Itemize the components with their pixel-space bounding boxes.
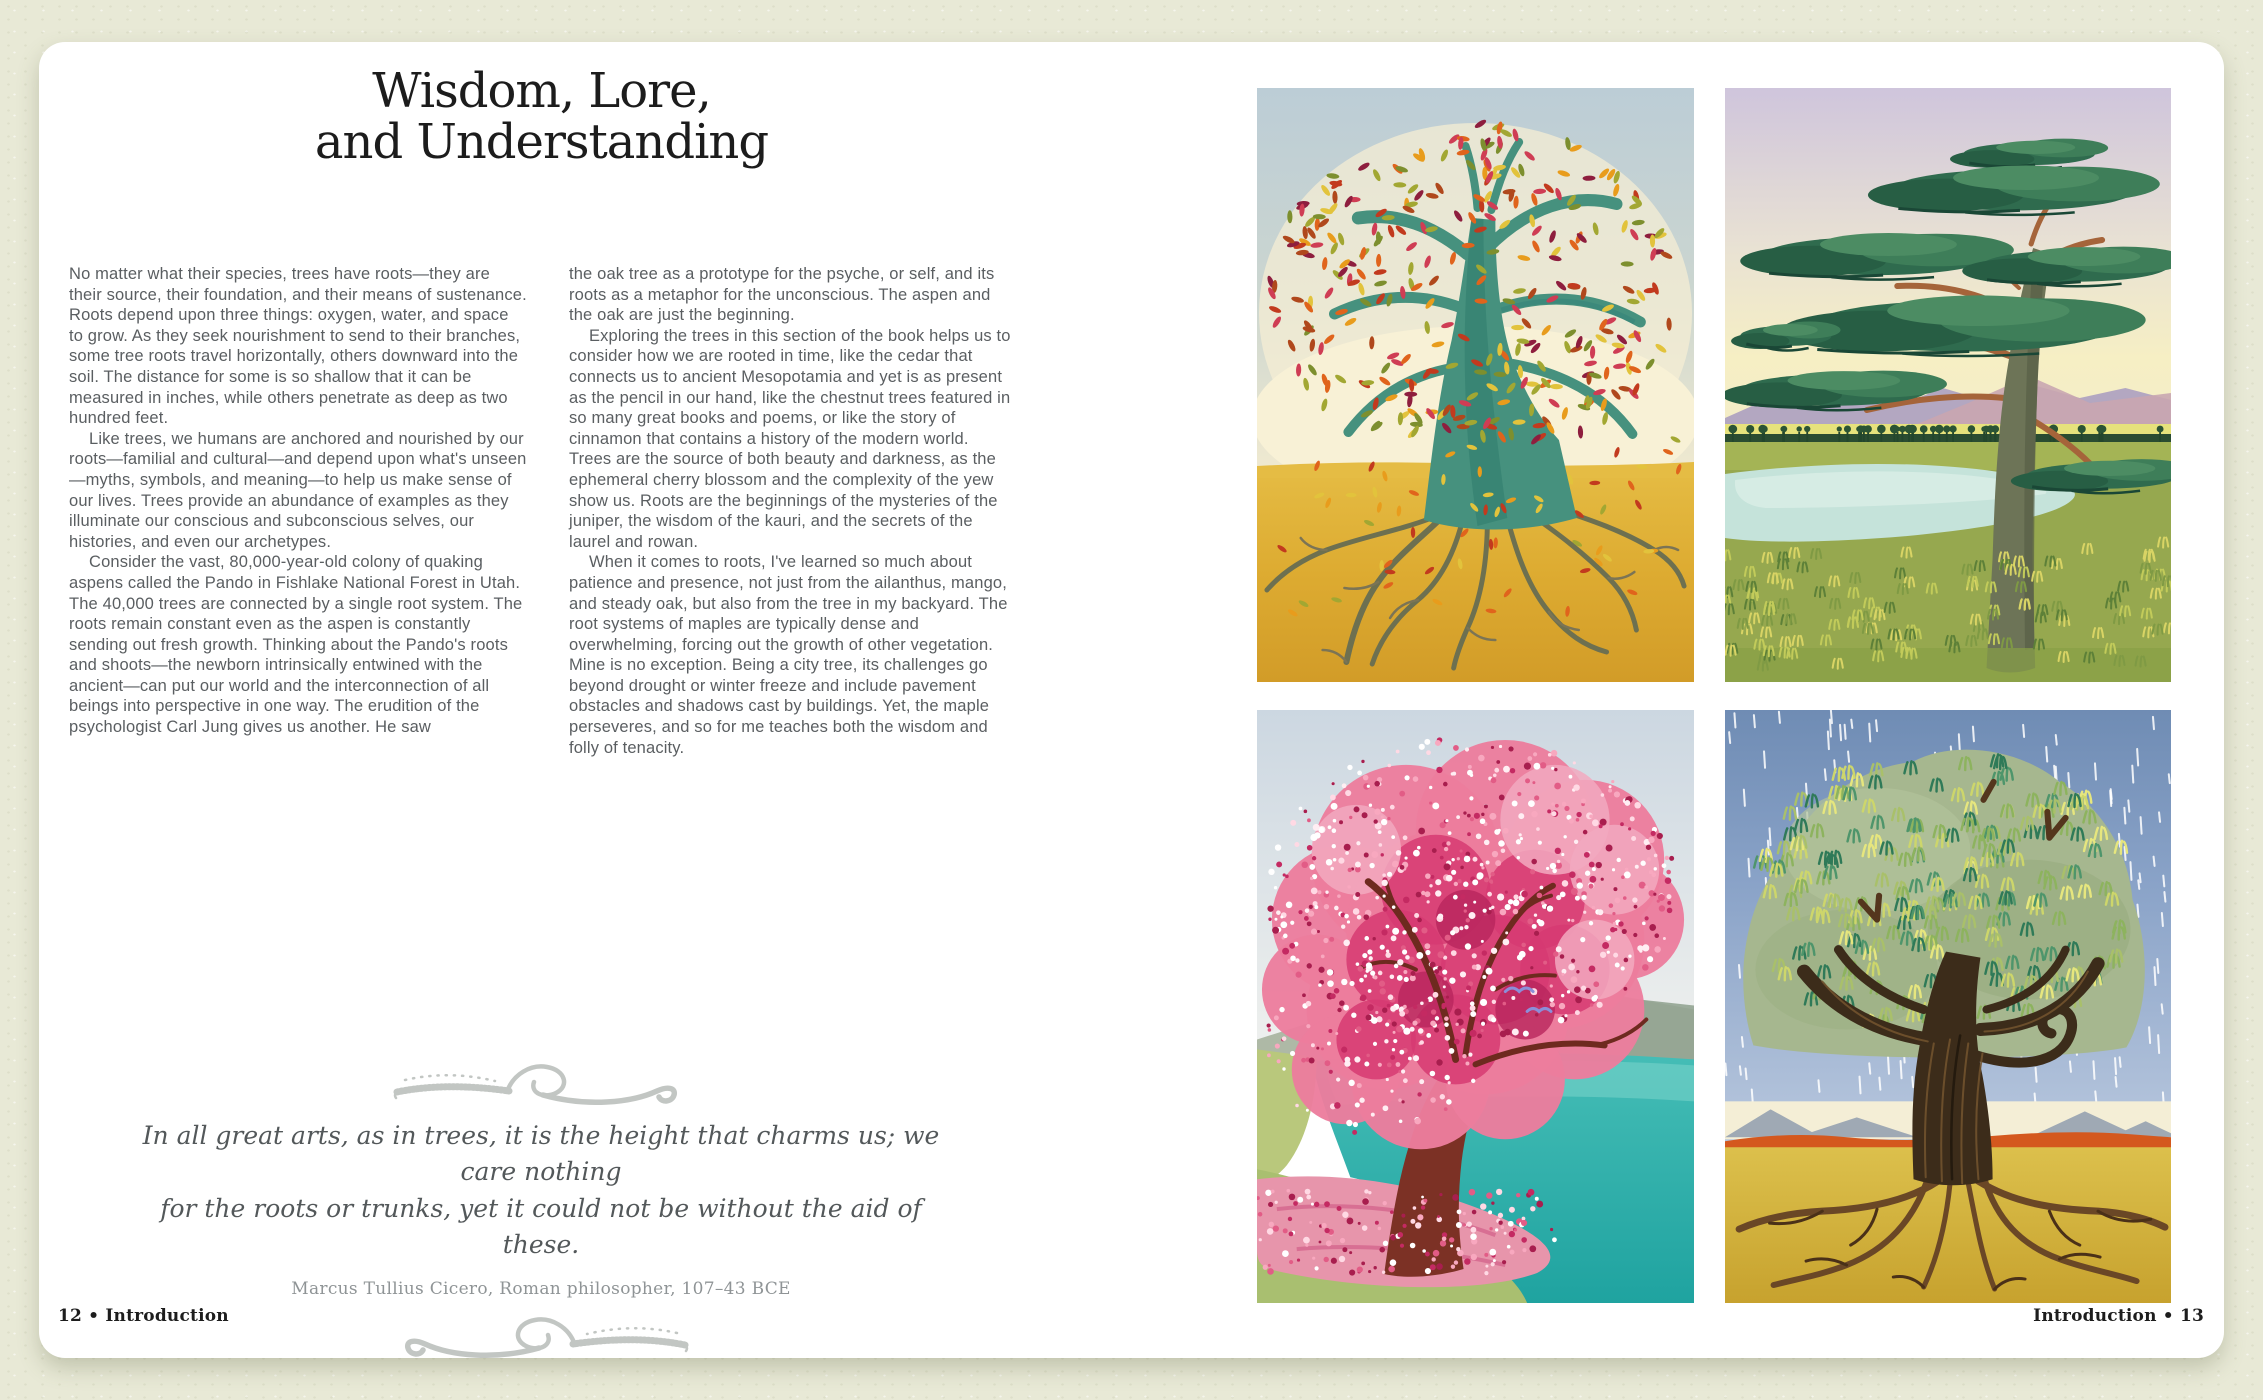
quote-block	[131, 1060, 951, 1361]
page-number-right: Introduction • 13	[2033, 1306, 2204, 1326]
illustration-autumn-tree	[1257, 88, 1694, 682]
page-title	[219, 63, 864, 170]
page-number-left: 12 • Introduction	[58, 1306, 229, 1326]
flourish-ornament-icon	[391, 1060, 691, 1108]
paragraph: Consider the vast, 80,000-year-old colony of quaking aspens called the Pando in Fishlake National Forest in Utah. The 40,000 trees are connected by a single root system. The roots remain constant even as the aspen is constantly sending out fresh growth. Thinking about the Pando's roots and shoots—the newborn intrinsically entwined with the ancient—can put our world and the interconnection of all beings into perspective in one way. The erudition of the psychologist Carl Jung gives us another. He saw	[69, 553, 523, 737]
flourish-ornament-icon	[391, 1313, 691, 1361]
pull-quote: In all great arts, as in trees, it is the height that charms us; we care nothing for the roots or trunks, yet it could not be without the aid of these.	[142, 1121, 940, 1259]
cedar-tree-svg	[1725, 88, 2171, 682]
autumn-tree-svg	[1257, 88, 1694, 682]
paragraph: When it comes to roots, I've learned so much about patience and presence, not just from the ailanthus, mango, and steady oak, but also from the tree in my backyard. The root systems of maples are typically dense and overwhelming, forcing out the growth of other vegetation. Mine is no exception. Being a city tree, its challenges go beyond drought or winter freeze and include pavement obstacles and shadows cast by buildings. Yet, the maple perseveres, and so for me teaches both the wisdom and folly of tenacity.	[569, 553, 1008, 757]
book-spread	[39, 42, 2224, 1358]
paragraph: the oak tree as a prototype for the psyche, or self, and its roots as a metaphor for the unconscious. The aspen and the oak are just the beginning.	[569, 265, 995, 325]
paragraph: No matter what their species, trees have roots—they are their source, their foundation, and their means of sustenance. Roots depend upon three things: oxygen, water, and space to grow. As they seek nourishment to send to their branches, some tree roots travel horizontally, others downward into the soil. The distance for some is so shallow that it can be measured in inches, while others penetrate as deep as two hundred feet.	[69, 265, 527, 428]
text-column-right	[569, 264, 1011, 758]
paragraph: Exploring the trees in this section of the book helps us to consider how we are rooted in time, like the cedar that connects us to ancient Mesopotamia and yet is as present as the pencil in our hand, like the chestnut trees featured in so many great books and poems, or like the story of cinnamon that contains a history of the modern world. Trees are the source of both beauty and darkness, as the ephemeral cherry blossom and the complexity of the yew show us. Roots are the beginnings of the mysteries of the juniper, the wisdom of the kauri, and the secrets of the laurel and rowan.	[569, 326, 1011, 551]
illustration-maple-tree	[1725, 710, 2171, 1303]
title-line-1: Wisdom, Lore,	[372, 63, 711, 119]
illustration-cherry-blossom-tree	[1257, 710, 1694, 1303]
text-column-left	[69, 264, 527, 738]
cherry-blossom-svg	[1257, 710, 1694, 1303]
paragraph: Like trees, we humans are anchored and nourished by our roots—familial and cultural—and depend upon what's unseen—myths, symbols, and meaning—to help us make sense of our lives. Trees provide an abundance of examples as they illuminate our conscious and subconscious selves, our histories, and even our archetypes.	[69, 429, 527, 551]
title-line-2: and Understanding	[314, 113, 769, 170]
illustration-cedar-tree	[1725, 88, 2171, 682]
quote-attribution: Marcus Tullius Cicero, Roman philosopher, 107–43 BCE	[291, 1279, 791, 1299]
maple-tree-svg	[1725, 710, 2171, 1303]
